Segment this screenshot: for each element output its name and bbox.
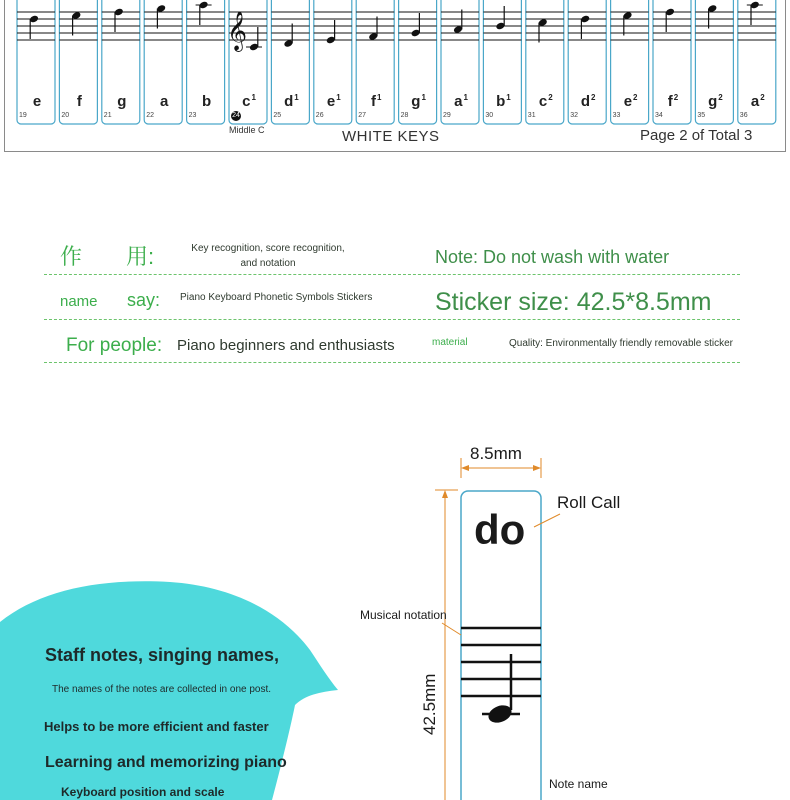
width-label: 8.5mm	[470, 444, 522, 463]
key-note-name	[442, 93, 480, 110]
key-letter: g	[411, 93, 421, 110]
treble-clef-icon: 𝄞	[227, 11, 248, 51]
height-dimension	[435, 490, 458, 800]
key-octave-mark: 2	[673, 93, 679, 102]
bubble-line-3: Helps to be more efficient and faster	[44, 719, 269, 734]
name-value: Piano Keyboard Phonetic Symbols Stickers	[180, 292, 373, 303]
key-note-name	[145, 93, 183, 110]
key-number: 24	[232, 112, 240, 119]
key-number: 19	[19, 112, 27, 119]
key-octave-mark: 2	[591, 93, 596, 102]
key-letter: a	[160, 93, 169, 110]
key-note-name	[357, 93, 395, 110]
key-octave-mark: 1	[336, 93, 341, 102]
bubble-line-4: Learning and memorizing piano	[45, 754, 287, 771]
sticker-size: Sticker size: 42.5*8.5mm	[435, 288, 712, 316]
key-octave-mark: 2	[548, 93, 553, 102]
key-letter: f	[76, 93, 82, 110]
key-number: 35	[697, 112, 706, 119]
key-letter: f	[370, 93, 376, 110]
key-letter: d	[284, 93, 294, 110]
key-note-name	[612, 93, 650, 110]
key-octave-mark: 2	[718, 93, 723, 102]
key-octave-mark: 1	[421, 93, 426, 102]
key-number: 23	[188, 112, 197, 119]
people-label: For people:	[66, 335, 163, 356]
page-indicator: Page 2 of Total 3	[640, 127, 753, 144]
divider-1	[44, 274, 740, 275]
key-number: 20	[61, 112, 70, 119]
key-letter: c	[242, 93, 251, 110]
key-octave-mark: 1	[506, 93, 511, 102]
people-value: Piano beginners and enthusiasts	[177, 337, 395, 354]
key-number: 30	[485, 112, 494, 119]
function-value: Key recognition, score recognition, and notation	[191, 243, 345, 269]
key-note-name	[569, 93, 607, 110]
height-label: 42.5mm	[420, 673, 439, 735]
key-note-name	[60, 93, 98, 110]
key-note-name	[272, 93, 310, 110]
material-label: material	[432, 337, 468, 348]
key-number: 34	[655, 112, 663, 119]
key-note-name	[484, 93, 522, 110]
key-octave-mark: 1	[294, 93, 299, 102]
strip-title: WHITE KEYS	[342, 128, 440, 145]
key-letter: f	[667, 93, 673, 110]
key-number: 28	[400, 112, 409, 119]
say-label: say:	[127, 290, 161, 310]
key-note-name	[696, 93, 734, 110]
key-number: 21	[103, 112, 112, 119]
material-value: Quality: Environmentally friendly removable sticker	[509, 338, 733, 349]
key-number: 25	[273, 112, 282, 119]
key-letter: d	[580, 93, 591, 110]
key-note-name	[18, 93, 56, 110]
key-note-name	[230, 93, 268, 110]
note-name-label: Note name	[549, 777, 608, 791]
key-number: 31	[527, 112, 536, 119]
bubble-line-2: The names of the notes are collected in one post.	[52, 684, 272, 695]
white-keys-sticker-strip	[4, 0, 786, 152]
key-number: 26	[315, 112, 324, 119]
key-number: 29	[443, 112, 451, 119]
middle-c-label: Middle C	[229, 125, 265, 135]
key-note-name	[103, 93, 141, 110]
key-number: 36	[739, 112, 748, 119]
divider-3	[44, 362, 740, 363]
divider-2	[44, 319, 740, 320]
key-letter: g	[708, 93, 718, 110]
key-letter: b	[496, 93, 506, 110]
key-letter: a	[454, 93, 463, 110]
function-label: 作 用:	[60, 244, 155, 269]
key-letter: b	[202, 93, 212, 110]
key-number: 33	[612, 112, 621, 119]
key-number: 22	[146, 112, 154, 119]
key-note-name	[654, 93, 692, 110]
bubble-line-1: Staff notes, singing names,	[45, 645, 280, 665]
key-letter: e	[326, 93, 336, 110]
key-letter: e	[32, 93, 42, 110]
key-octave-mark: 1	[376, 93, 382, 102]
key-note-name	[400, 93, 438, 110]
key-letter: e	[623, 93, 633, 110]
roll-call-label: Roll Call	[557, 493, 621, 512]
key-letter: g	[117, 93, 127, 110]
key-number: 32	[570, 112, 578, 119]
key-letter: c	[538, 93, 548, 110]
key-note-name	[188, 93, 226, 110]
key-letter: a	[750, 93, 760, 110]
key-octave-mark: 2	[760, 93, 765, 102]
syllable-do: do	[474, 506, 526, 553]
key-note-name	[315, 93, 353, 110]
key-octave-mark: 1	[463, 93, 468, 102]
note-text: Note: Do not wash with water	[435, 247, 670, 267]
key-number: 27	[358, 112, 366, 119]
key-octave-mark: 2	[633, 93, 638, 102]
key-note-name	[527, 93, 565, 110]
name-label: name	[60, 293, 98, 310]
key-note-name	[739, 93, 777, 110]
bubble-line-5: Keyboard position and scale	[61, 785, 225, 799]
musical-notation-label: Musical notation	[360, 608, 447, 622]
key-octave-mark: 1	[251, 93, 256, 102]
